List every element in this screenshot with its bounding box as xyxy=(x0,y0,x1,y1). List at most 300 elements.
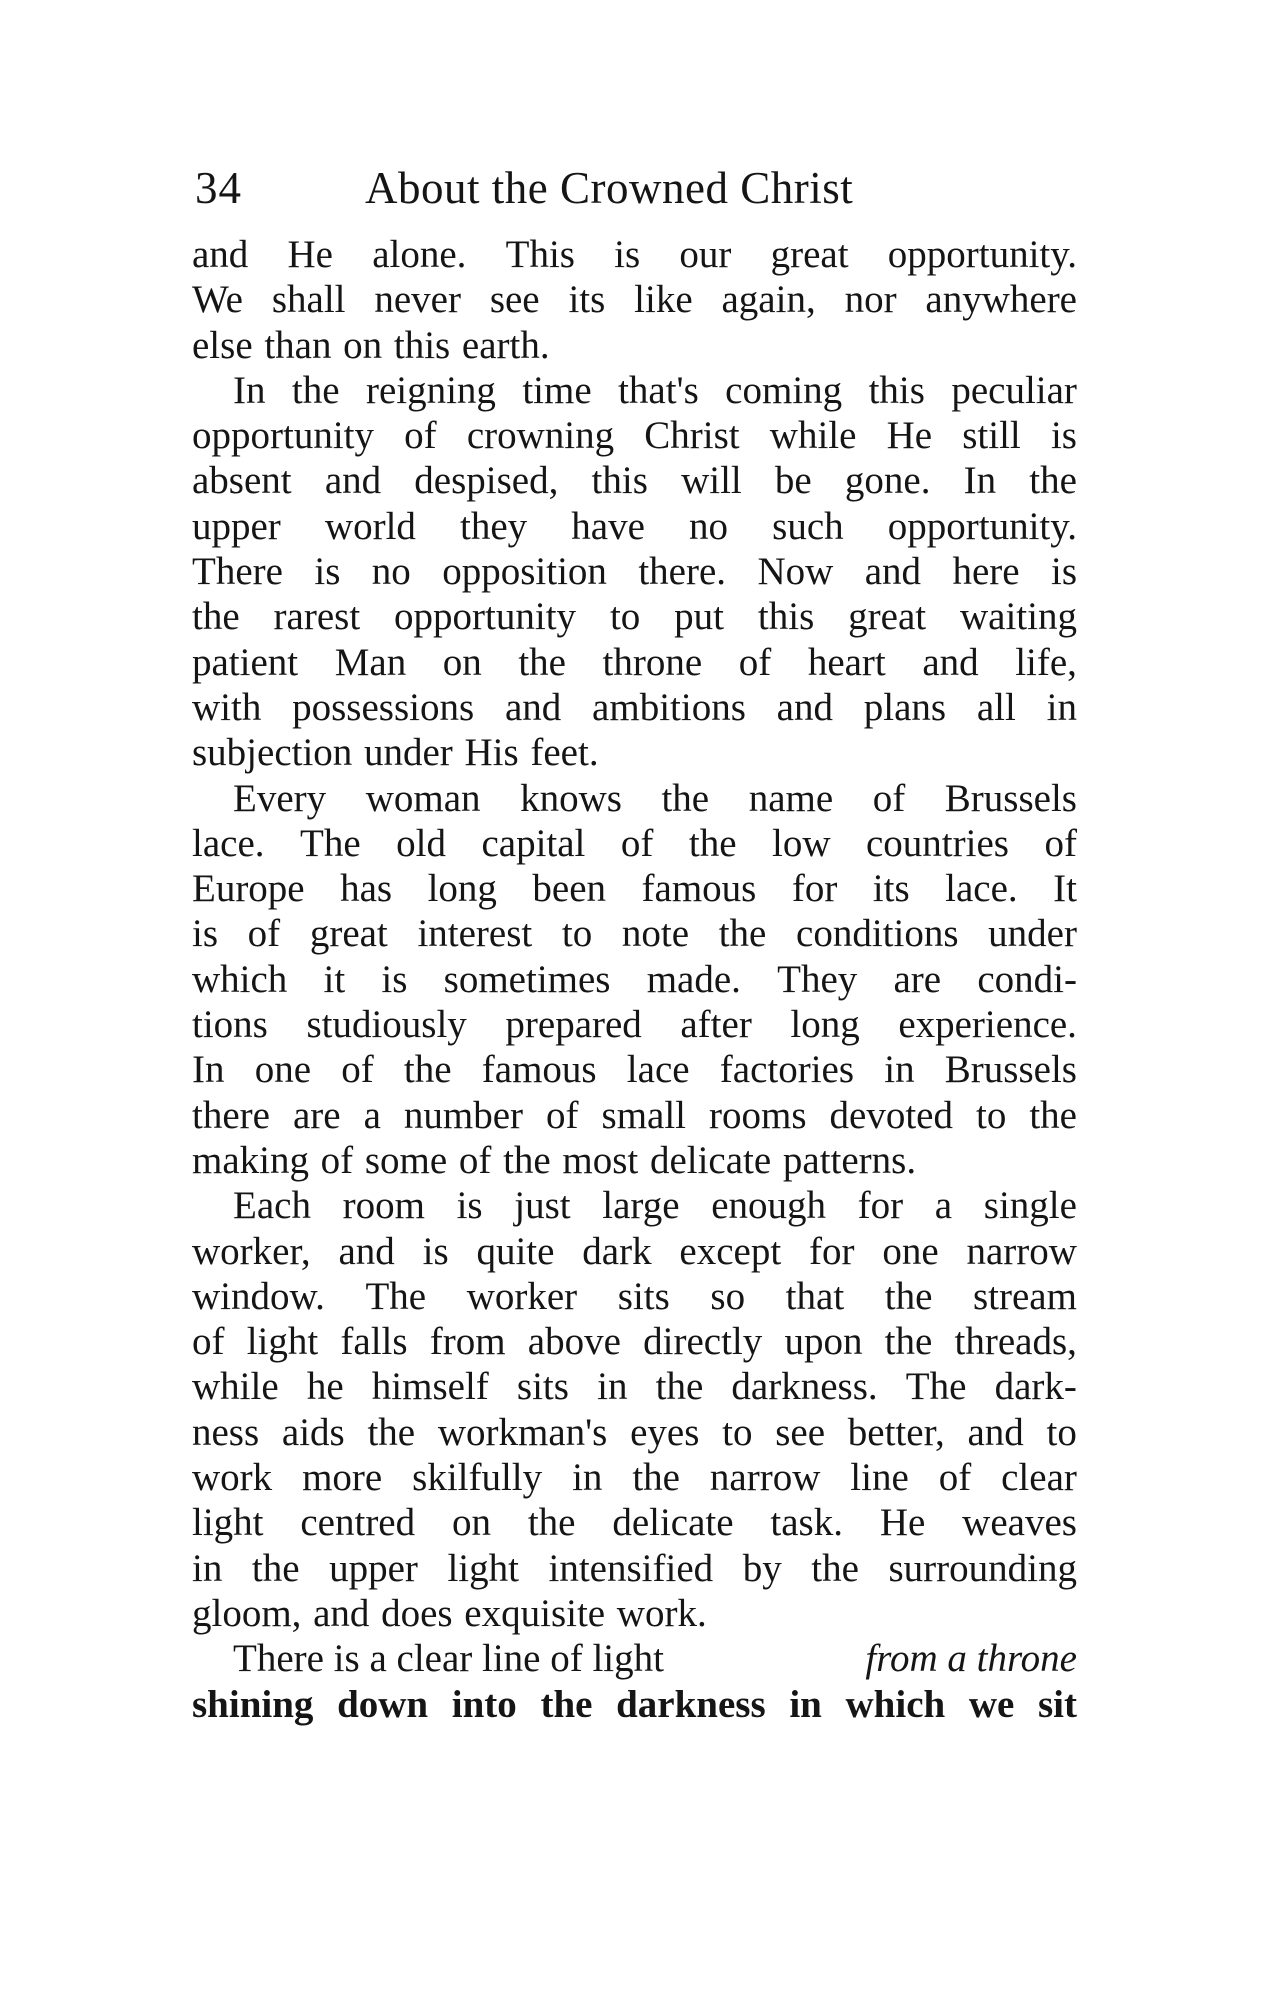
word: Each xyxy=(233,1184,311,1228)
word: This xyxy=(505,233,575,276)
word: feet. xyxy=(530,731,599,775)
word: They xyxy=(777,957,858,1001)
text-line xyxy=(192,368,1077,413)
word: In xyxy=(192,1048,225,1092)
word: than xyxy=(264,323,332,367)
word: despised, xyxy=(414,459,559,503)
word: is xyxy=(314,550,341,594)
word: lace. xyxy=(945,867,1018,911)
word: the xyxy=(688,821,737,865)
page-number: 34 xyxy=(195,163,242,213)
word: famous xyxy=(641,867,757,911)
word: for xyxy=(791,867,838,911)
word: He xyxy=(879,1501,926,1545)
word: from xyxy=(429,1320,506,1364)
word: ambitions xyxy=(592,685,746,729)
word: great xyxy=(309,912,388,956)
word: and xyxy=(922,640,979,684)
word: patient xyxy=(192,640,299,684)
word: the xyxy=(540,1682,593,1726)
word: down xyxy=(337,1682,429,1726)
word: is xyxy=(456,1184,483,1228)
word: conditions xyxy=(796,912,959,956)
page-header xyxy=(195,158,1075,218)
word: and xyxy=(504,685,562,729)
word: Brussels xyxy=(944,1048,1077,1092)
word: name xyxy=(748,776,834,820)
word: old xyxy=(396,821,446,865)
word: this xyxy=(868,368,925,412)
word: himself xyxy=(371,1365,489,1409)
word: of xyxy=(546,1093,579,1137)
text-line xyxy=(192,1636,1077,1681)
word: delicate xyxy=(612,1501,734,1545)
word: upper xyxy=(329,1546,418,1590)
word: exquisite xyxy=(464,1591,606,1635)
text-line xyxy=(192,1591,1077,1636)
word: skilfully xyxy=(412,1456,543,1500)
word: rooms xyxy=(709,1093,807,1137)
word: the xyxy=(291,368,340,412)
word: and xyxy=(192,233,249,276)
text-line xyxy=(192,957,1077,1002)
word: there xyxy=(192,1093,270,1137)
word: of xyxy=(192,1320,225,1364)
word: again, xyxy=(721,278,816,322)
word: that xyxy=(785,1274,845,1318)
word: one xyxy=(882,1229,939,1273)
word: Man xyxy=(334,640,407,684)
word: this xyxy=(393,323,451,367)
text-line xyxy=(192,1455,1077,1500)
word: upper xyxy=(192,504,281,548)
word: the xyxy=(518,640,566,684)
word: the xyxy=(811,1546,859,1590)
word: for xyxy=(857,1184,904,1228)
word: countries xyxy=(865,821,1009,865)
word: of xyxy=(404,414,437,458)
word: making xyxy=(192,1138,309,1182)
word: else xyxy=(192,323,253,367)
word: earth. xyxy=(461,323,550,367)
word: our xyxy=(679,233,732,276)
word: the xyxy=(251,1546,300,1590)
text-line xyxy=(192,549,1077,594)
word: been xyxy=(532,867,607,911)
word: single xyxy=(983,1184,1077,1228)
word: which xyxy=(845,1682,946,1726)
word: he xyxy=(306,1365,344,1409)
word: is xyxy=(192,912,219,956)
word: intensified xyxy=(548,1546,714,1590)
word: large xyxy=(602,1184,680,1228)
paragraph-1 xyxy=(192,232,1077,368)
word: in xyxy=(884,1048,915,1092)
word: The xyxy=(365,1274,427,1318)
word: see xyxy=(489,278,540,322)
word: on xyxy=(442,640,482,684)
word: number xyxy=(403,1093,524,1137)
word: put xyxy=(674,595,725,639)
word: its xyxy=(568,278,606,322)
word: so xyxy=(710,1274,746,1318)
word: condi- xyxy=(977,957,1077,1001)
word: in xyxy=(597,1365,628,1409)
word: of xyxy=(320,1138,354,1182)
word: sits xyxy=(516,1365,569,1409)
paragraph-4 xyxy=(192,1183,1077,1636)
word: waiting xyxy=(960,595,1077,639)
word: long xyxy=(427,867,497,911)
word: long xyxy=(790,1003,860,1047)
word: narrow xyxy=(709,1456,821,1500)
word: worker, xyxy=(192,1229,311,1273)
word: Brussels xyxy=(944,776,1077,820)
body-text xyxy=(192,232,1077,1727)
word: rarest xyxy=(273,595,361,639)
word: line xyxy=(850,1456,909,1500)
word: and xyxy=(338,1229,395,1273)
word: just xyxy=(514,1184,571,1228)
word: there. xyxy=(638,550,727,594)
word: and xyxy=(313,1591,370,1635)
emphasized-text: from a throne xyxy=(865,1637,1077,1681)
word: is xyxy=(1050,414,1077,458)
word: the xyxy=(367,1410,416,1454)
word: the xyxy=(655,1365,704,1409)
word: the xyxy=(192,595,240,639)
text-line xyxy=(192,232,1077,277)
word: opportunity xyxy=(192,414,374,458)
text-line xyxy=(192,640,1077,685)
word: throne xyxy=(602,640,703,684)
word: a xyxy=(363,1093,381,1137)
word: the xyxy=(403,1048,452,1092)
word: centred xyxy=(300,1501,416,1545)
word: work xyxy=(192,1456,273,1500)
word: by xyxy=(742,1546,782,1590)
word: dark- xyxy=(994,1365,1077,1409)
word: the xyxy=(884,1320,933,1364)
word: darkness xyxy=(616,1682,766,1726)
text-line xyxy=(192,1682,1077,1727)
word: of xyxy=(341,1048,374,1092)
word: to xyxy=(722,1410,753,1454)
word: opportunity. xyxy=(887,233,1077,276)
word: except xyxy=(679,1229,782,1273)
word: they xyxy=(460,504,528,548)
word: one xyxy=(254,1048,312,1092)
text-line xyxy=(192,1274,1077,1319)
word: factories xyxy=(719,1048,855,1092)
word: here xyxy=(952,550,1020,594)
word: some xyxy=(364,1138,448,1182)
word: has xyxy=(340,867,393,911)
word: His xyxy=(464,731,519,775)
word: of xyxy=(738,640,772,684)
word: quite xyxy=(476,1229,555,1273)
word: to xyxy=(975,1093,1007,1137)
word: with xyxy=(192,685,262,729)
word: on xyxy=(343,323,383,367)
word: made. xyxy=(646,957,741,1001)
word: falls xyxy=(340,1320,408,1364)
word: opportunity xyxy=(394,595,577,639)
word: subjection xyxy=(192,731,353,775)
text-line xyxy=(192,1546,1077,1591)
word: shining xyxy=(192,1682,314,1726)
word: shall xyxy=(271,278,346,322)
text-line xyxy=(192,277,1077,322)
word: woman xyxy=(365,776,481,820)
text-line xyxy=(192,776,1077,821)
word: the xyxy=(1029,1093,1077,1137)
word: of xyxy=(1044,821,1077,865)
running-title: About the Crowned Christ xyxy=(365,163,854,213)
word: still xyxy=(962,414,1021,458)
text-line xyxy=(192,458,1077,503)
word: see xyxy=(775,1410,826,1454)
word: have xyxy=(571,504,645,548)
word: the xyxy=(884,1274,933,1318)
word: threads, xyxy=(954,1320,1077,1364)
word: surrounding xyxy=(888,1546,1077,1590)
word: dark xyxy=(582,1229,652,1273)
word: weaves xyxy=(962,1501,1077,1545)
word: and xyxy=(324,459,382,503)
word: no xyxy=(371,550,411,594)
word: to xyxy=(609,595,641,639)
word: never xyxy=(374,278,461,322)
word: heart xyxy=(807,640,886,684)
word: small xyxy=(601,1093,687,1137)
word: like xyxy=(634,278,693,322)
word: eyes xyxy=(630,1410,700,1454)
word: crowning xyxy=(466,414,615,458)
word: world xyxy=(324,504,416,548)
word: we xyxy=(968,1682,1015,1726)
word: are xyxy=(292,1093,341,1137)
word: it xyxy=(323,957,346,1001)
word: opportunity. xyxy=(887,504,1077,548)
word: low xyxy=(772,821,831,865)
word: prepared xyxy=(505,1003,642,1047)
text-line xyxy=(192,911,1077,956)
word: the xyxy=(632,1456,680,1500)
word: knows xyxy=(520,776,622,820)
word: devoted xyxy=(829,1093,953,1137)
word: darkness. xyxy=(731,1365,878,1409)
word: is xyxy=(422,1229,449,1273)
paragraph-3 xyxy=(192,776,1077,1184)
word: on xyxy=(451,1501,491,1545)
text-line xyxy=(192,1138,1077,1183)
word: sits xyxy=(617,1274,670,1318)
word: be xyxy=(774,459,812,503)
word: ness xyxy=(192,1410,260,1454)
word: window. xyxy=(192,1274,325,1318)
word: of xyxy=(938,1456,972,1500)
word: lace xyxy=(626,1048,690,1092)
word: no xyxy=(689,504,729,548)
word: peculiar xyxy=(951,368,1077,412)
word: alone. xyxy=(372,233,467,276)
word: gloom, xyxy=(192,1591,302,1635)
word: that's xyxy=(618,368,699,412)
word: opposition xyxy=(442,550,607,594)
word: the xyxy=(718,912,767,956)
word: the xyxy=(1029,459,1077,503)
word: nor xyxy=(844,278,897,322)
word: are xyxy=(893,957,942,1001)
text-line xyxy=(192,413,1077,458)
word: interest xyxy=(417,912,533,956)
paragraph-5 xyxy=(192,1636,1077,1727)
word: It xyxy=(1053,867,1077,911)
word: will xyxy=(681,459,742,503)
word: Every xyxy=(233,776,327,820)
word: is xyxy=(1050,550,1077,594)
text-line xyxy=(192,866,1077,911)
word: the xyxy=(503,1138,551,1182)
word: in xyxy=(572,1456,603,1500)
word: delicate xyxy=(649,1138,772,1182)
word: its xyxy=(872,867,910,911)
word: narrow xyxy=(966,1229,1077,1273)
word: of xyxy=(620,821,654,865)
word: famous xyxy=(481,1048,597,1092)
word: light xyxy=(246,1320,319,1364)
word: work. xyxy=(616,1591,707,1635)
text-line xyxy=(192,730,1077,775)
word: under xyxy=(364,731,453,775)
word: to xyxy=(561,912,593,956)
word: plans xyxy=(863,685,947,729)
word: above xyxy=(527,1320,621,1364)
word: great xyxy=(848,595,927,639)
text-line xyxy=(192,504,1077,549)
word: aids xyxy=(281,1410,345,1454)
word: tions xyxy=(192,1003,268,1047)
word: Christ xyxy=(644,414,740,458)
word: is xyxy=(614,233,641,276)
word: while xyxy=(192,1365,279,1409)
word: possessions xyxy=(292,685,475,729)
word: He xyxy=(886,414,933,458)
text-line xyxy=(192,685,1077,730)
text-line xyxy=(192,1410,1077,1455)
word: The xyxy=(300,821,361,865)
word: which xyxy=(192,957,288,1001)
text-line xyxy=(192,1002,1077,1047)
word: of xyxy=(458,1138,492,1182)
word: time xyxy=(522,368,592,412)
word: There xyxy=(192,550,283,594)
word: note xyxy=(621,912,690,956)
text-line xyxy=(192,1183,1077,1228)
word: sit xyxy=(1038,1682,1077,1726)
word: In xyxy=(963,459,997,503)
paragraph-2 xyxy=(192,368,1077,776)
word: Europe xyxy=(192,867,305,911)
word: anywhere xyxy=(925,278,1077,322)
word: the xyxy=(661,776,710,820)
word: Now xyxy=(757,550,834,594)
word: upon xyxy=(784,1320,863,1364)
word: is xyxy=(381,957,408,1001)
word: enough xyxy=(711,1184,826,1228)
text-line xyxy=(192,1229,1077,1274)
word: the xyxy=(527,1501,576,1545)
word: and xyxy=(864,550,922,594)
word: of xyxy=(247,912,281,956)
word: this xyxy=(757,595,815,639)
text-line xyxy=(192,323,1077,368)
text-line xyxy=(192,1319,1077,1364)
word: life, xyxy=(1015,640,1077,684)
text-line xyxy=(192,1093,1077,1138)
word: room xyxy=(342,1184,425,1228)
text-line-lead: There is a clear line of light xyxy=(233,1637,664,1681)
word: after xyxy=(680,1003,752,1047)
word: patterns. xyxy=(782,1138,917,1182)
word: experience. xyxy=(898,1003,1077,1047)
word: more xyxy=(302,1456,383,1500)
word: coming xyxy=(725,368,843,412)
word: studiously xyxy=(306,1003,467,1047)
word: of xyxy=(872,776,906,820)
word: stream xyxy=(973,1274,1077,1318)
word: in xyxy=(789,1682,822,1726)
word: in xyxy=(192,1546,223,1590)
word: gone. xyxy=(844,459,931,503)
word: In xyxy=(233,368,266,412)
word: worker xyxy=(466,1274,578,1318)
word: and xyxy=(776,685,833,729)
word: lace. xyxy=(192,821,265,865)
word: in xyxy=(1046,685,1077,729)
word: clear xyxy=(1001,1456,1077,1500)
word: reigning xyxy=(365,368,496,412)
text-line xyxy=(192,594,1077,639)
word: such xyxy=(772,504,844,548)
word: under xyxy=(988,912,1077,956)
word: He xyxy=(287,233,333,276)
word: a xyxy=(934,1184,953,1228)
word: sometimes xyxy=(443,957,611,1001)
word: this xyxy=(591,459,648,503)
word: to xyxy=(1046,1410,1077,1454)
text-line xyxy=(192,1364,1077,1409)
word: The xyxy=(905,1365,967,1409)
word: while xyxy=(769,414,857,458)
word: light xyxy=(192,1501,264,1545)
word: directly xyxy=(643,1320,763,1364)
word: We xyxy=(192,278,243,322)
text-line xyxy=(192,1500,1077,1545)
word: better, xyxy=(847,1410,945,1454)
text-line xyxy=(192,1047,1077,1092)
word: all xyxy=(976,685,1016,729)
word: capital xyxy=(481,821,586,865)
word: does xyxy=(381,1591,453,1635)
text-line xyxy=(192,821,1077,866)
word: light xyxy=(447,1546,519,1590)
word: into xyxy=(451,1682,517,1726)
word: absent xyxy=(192,459,292,503)
word: workman's xyxy=(437,1410,608,1454)
word: for xyxy=(809,1229,855,1273)
